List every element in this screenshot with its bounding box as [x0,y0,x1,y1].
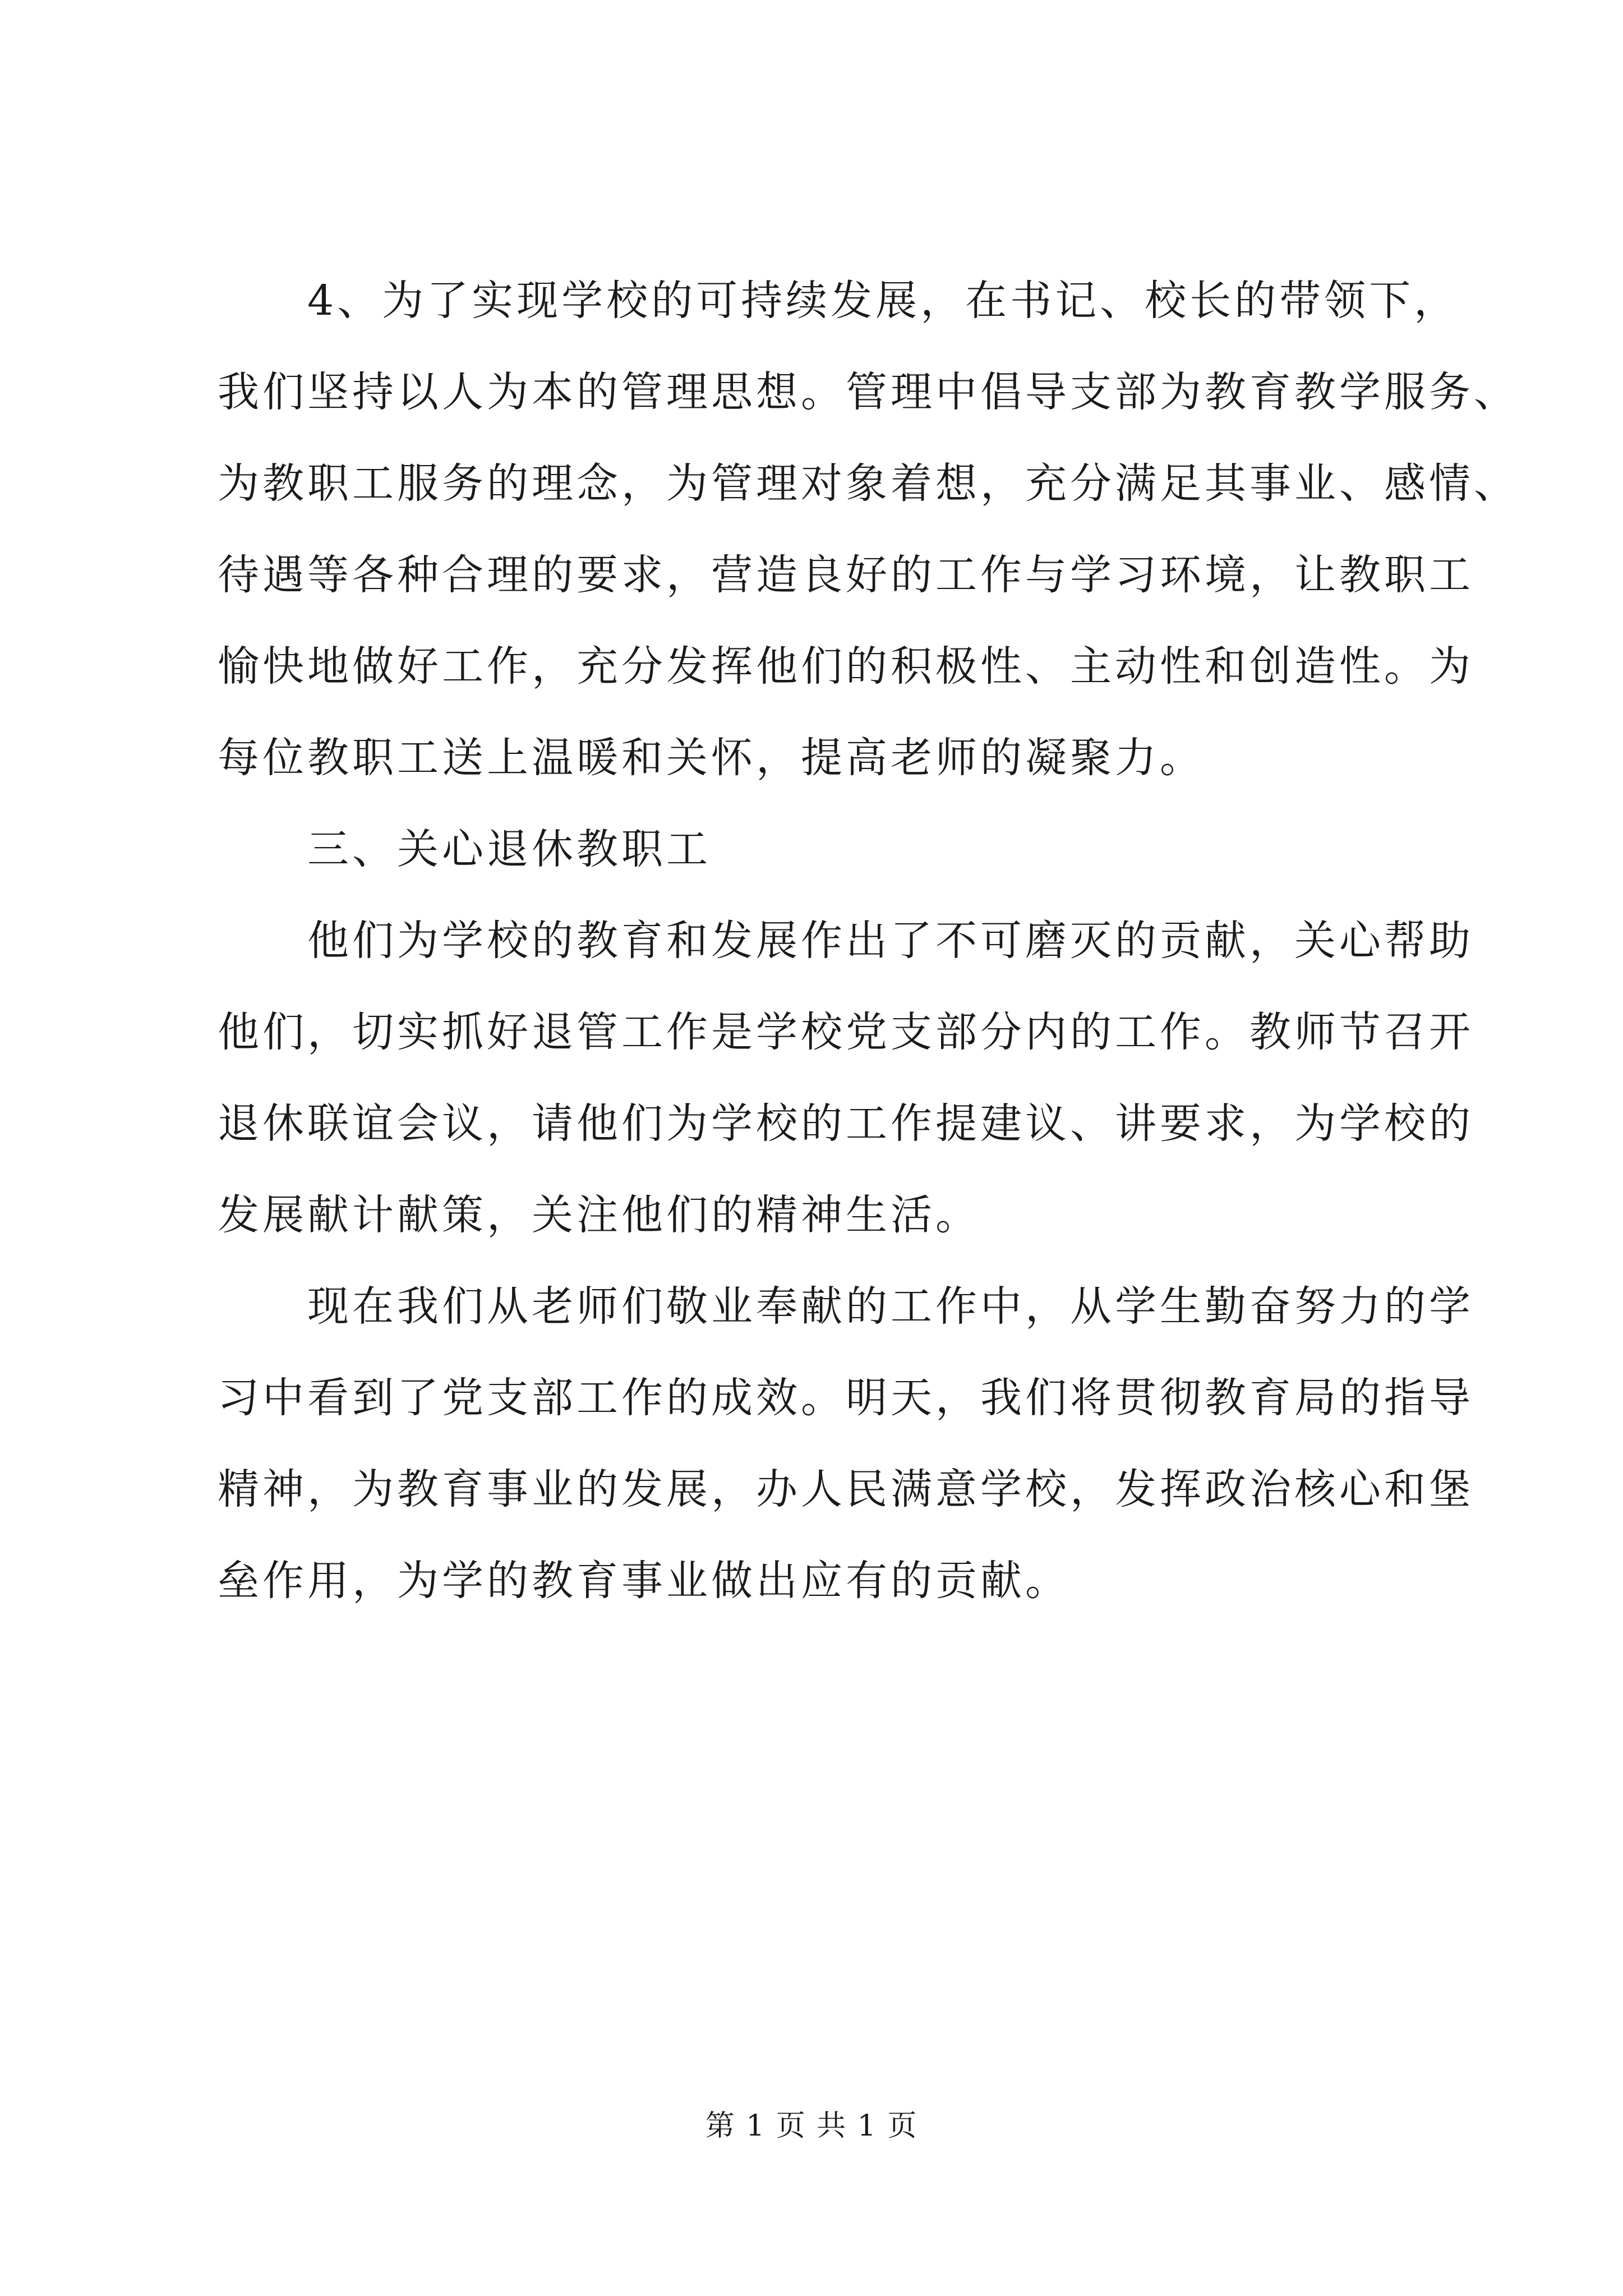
paragraph-4-line-3: 为教职工服务的理念，为管理对象着想，充分满足其事业、感情、 [218,459,1519,508]
page-number-footer: 第 1 页 共 1 页 [705,2109,918,2143]
closing-paragraph-line-4: 垒作用，为学的教育事业做出应有的贡献。 [218,1557,1070,1605]
paragraph-4-line-6: 每位教职工送上温暖和关怀，提高老师的凝聚力。 [218,734,1205,782]
paragraph-4-line-5: 愉快地做好工作，充分发挥他们的积极性、主动性和创造性。为 [218,642,1474,691]
paragraph-4-line-2: 我们坚持以人为本的管理思想。管理中倡导支部为教育教学服务、 [218,368,1519,416]
paragraph-4-line-1: 4、为了实现学校的可持续发展，在书记、校长的带领下， [307,277,1459,325]
retired-paragraph-line-1: 他们为学校的教育和发展作出了不可磨灭的贡献，关心帮助 [307,917,1474,965]
closing-paragraph-line-1: 现在我们从老师们敬业奉献的工作中，从学生勤奋努力的学 [307,1282,1474,1331]
section-heading-3: 三、关心退休教职工 [307,825,711,873]
closing-paragraph-line-3: 精神，为教育事业的发展，办人民满意学校，发挥政治核心和堡 [218,1465,1474,1513]
document-body [218,255,1519,1627]
retired-paragraph-line-2: 他们，切实抓好退管工作是学校党支部分内的工作。教师节召开 [218,1008,1474,1056]
retired-paragraph-line-3: 退休联谊会议，请他们为学校的工作提建议、讲要求，为学校的 [218,1099,1474,1148]
closing-paragraph-line-2: 习中看到了党支部工作的成效。明天，我们将贯彻教育局的指导 [218,1374,1474,1422]
retired-paragraph-line-4: 发展献计献策，关注他们的精神生活。 [218,1191,980,1239]
paragraph-4-line-4: 待遇等各种合理的要求，营造良好的工作与学习环境，让教职工 [218,551,1474,599]
